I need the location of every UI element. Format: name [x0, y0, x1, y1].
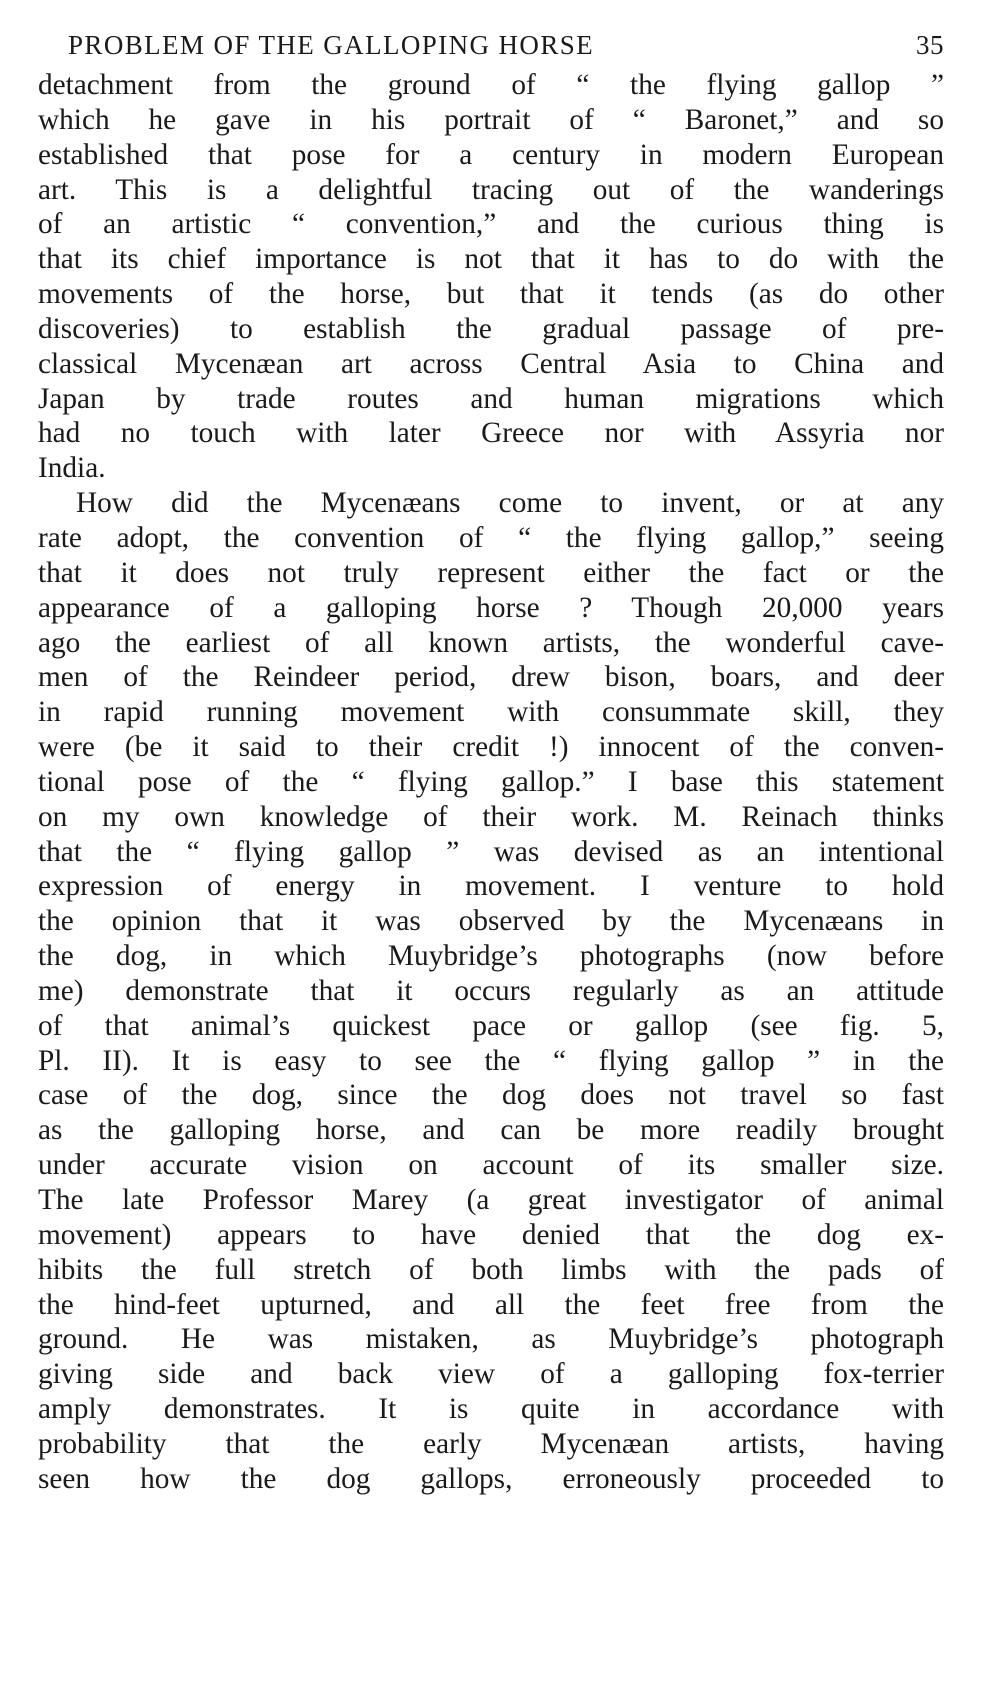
- text-line: that it does not truly represent either the fact or the: [38, 556, 944, 589]
- text-line: of an artistic “ convention,” and the curious thing is: [38, 208, 944, 241]
- text-line: How did the Mycenæans come to invent, or at any: [76, 487, 944, 520]
- text-line: movement) appears to have denied that the dog ex-: [38, 1218, 944, 1251]
- running-head: [38, 30, 944, 68]
- text-line: Pl. II). It is easy to see the “ flying gallop ” in the: [38, 1044, 944, 1077]
- text-line: that its chief importance is not that it has to do with the: [38, 243, 944, 276]
- text-line: that the “ flying gallop ” was devised as an intentional: [38, 835, 944, 868]
- page-number: 35: [916, 30, 944, 60]
- text-line: The late Professor Marey (a great investigator of animal: [38, 1184, 944, 1216]
- text-line: probability that the early Mycenæan artists, having: [38, 1427, 944, 1460]
- text-line: case of the dog, since the dog does not travel so fast: [38, 1079, 944, 1112]
- text-line: tional pose of the “ flying gallop.” I base this statement: [38, 765, 944, 798]
- text-line: men of the Reindeer period, drew bison, boars, and deer: [38, 661, 944, 694]
- text-line: the hind-feet upturned, and all the feet free from the: [38, 1288, 944, 1321]
- text-line: under accurate vision on account of its smaller size.: [38, 1149, 944, 1182]
- text-line: expression of energy in movement. I venture to hold: [38, 870, 944, 903]
- text-line: discoveries) to establish the gradual passage of pre-: [38, 312, 944, 345]
- text-line: Japan by trade routes and human migrations which: [38, 382, 944, 415]
- text-line: movements of the horse, but that it tends (as do other: [38, 278, 944, 311]
- text-line: detachment from the ground of “ the flying gallop ”: [38, 69, 944, 101]
- text-line: art. This is a delightful tracing out of the wanderings: [38, 173, 944, 206]
- text-line: were (be it said to their credit !) innocent of the conven-: [38, 731, 944, 764]
- text-line: on my own knowledge of their work. M. Reinach thinks: [38, 800, 944, 833]
- text-line: ground. He was mistaken, as Muybridge’s photograph: [38, 1323, 944, 1356]
- text-line: established that pose for a century in modern European: [38, 138, 944, 171]
- running-head-title: PROBLEM OF THE GALLOPING HORSE: [68, 30, 595, 60]
- text-line: appearance of a galloping horse ? Though 20,000 years: [38, 591, 944, 624]
- text-line: rate adopt, the convention of “ the flying gallop,” seeing: [38, 521, 944, 554]
- text-line: of that animal’s quickest pace or gallop (see fig. 5,: [38, 1009, 944, 1042]
- paragraph: [38, 68, 944, 486]
- text-line: the opinion that it was observed by the Mycenæans in: [38, 905, 944, 938]
- text-line: amply demonstrates. It is quite in accordance with: [38, 1393, 944, 1426]
- book-page: [38, 30, 944, 1497]
- text-line: hibits the full stretch of both limbs with the pads of: [38, 1253, 944, 1286]
- text-line: giving side and back view of a galloping fox-terrier: [38, 1358, 944, 1391]
- text-line: me) demonstrate that it occurs regularly as an attitude: [38, 974, 944, 1007]
- text-line: India.: [38, 452, 106, 485]
- body-text: [38, 68, 944, 1497]
- text-line: ago the earliest of all known artists, the wonderful cave-: [38, 626, 944, 659]
- paragraph: [38, 486, 944, 1496]
- text-line: in rapid running movement with consummate skill, they: [38, 696, 944, 729]
- text-line: seen how the dog gallops, erroneously proceeded to: [38, 1462, 944, 1495]
- text-line: classical Mycenæan art across Central Asia to China and: [38, 347, 944, 380]
- text-line: which he gave in his portrait of “ Baronet,” and so: [38, 103, 944, 136]
- text-line: as the galloping horse, and can be more readily brought: [38, 1114, 944, 1147]
- text-line: the dog, in which Muybridge’s photographs (now before: [38, 940, 944, 973]
- text-line: had no touch with later Greece nor with Assyria nor: [38, 417, 944, 450]
